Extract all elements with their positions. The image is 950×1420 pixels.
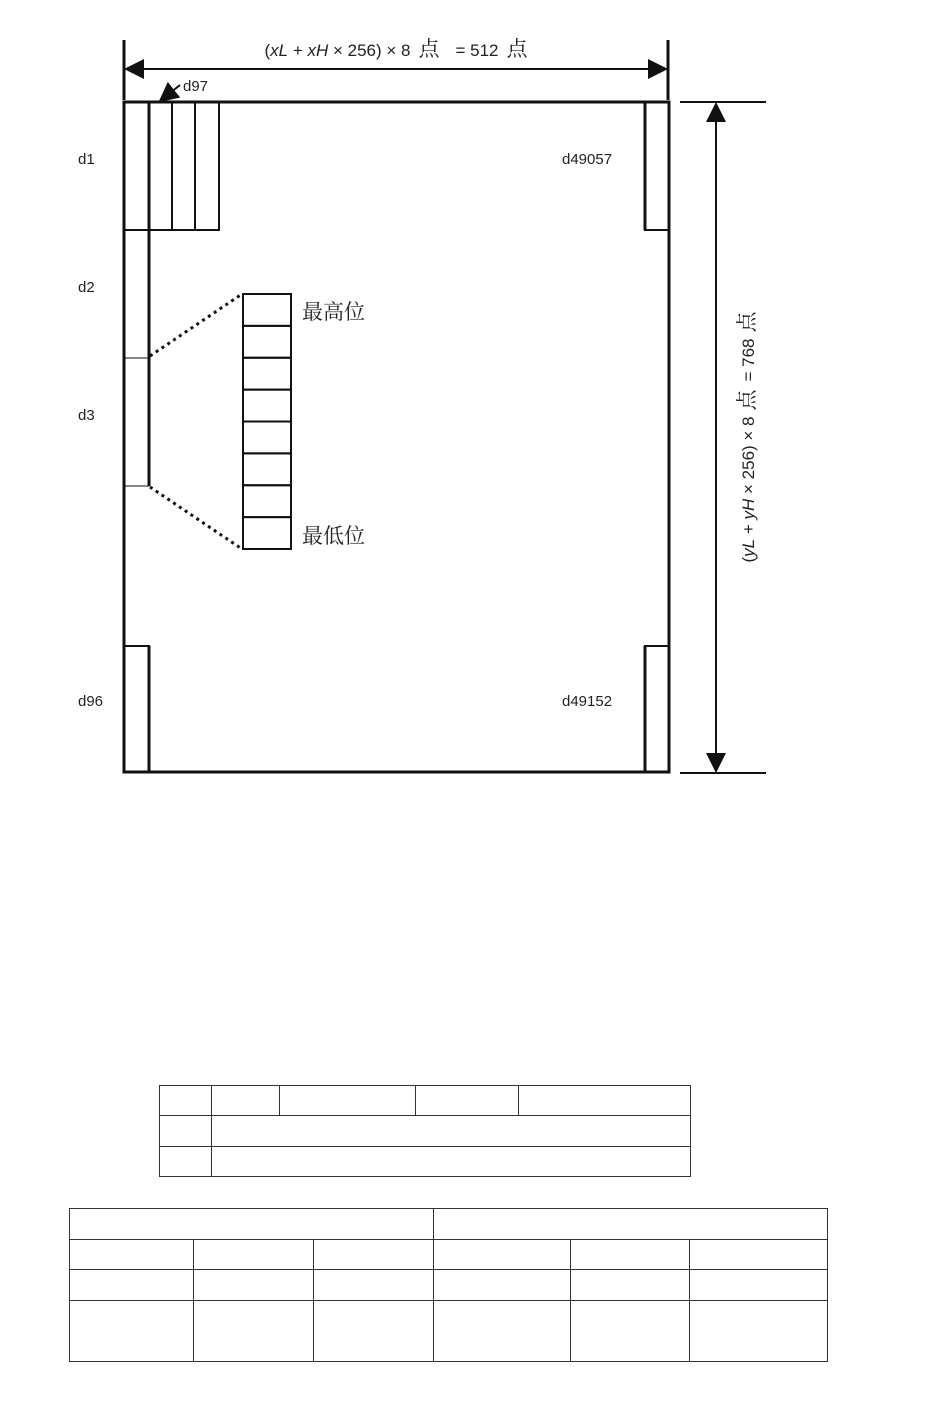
table-cell	[212, 1116, 691, 1146]
lsb-label: 最低位	[302, 524, 365, 548]
empty-table-2	[69, 1208, 828, 1362]
table-cell	[160, 1116, 212, 1146]
table-cell	[690, 1270, 828, 1301]
table-row	[70, 1240, 828, 1270]
table-cell	[690, 1301, 828, 1362]
table-cell	[314, 1240, 434, 1270]
empty-table-1	[159, 1085, 691, 1177]
bit-cell	[243, 422, 291, 454]
table-cell	[212, 1086, 280, 1116]
table-cell	[212, 1146, 691, 1176]
table-cell	[434, 1301, 571, 1362]
table-cell	[571, 1270, 690, 1301]
expansion-lines	[150, 294, 242, 549]
table-row	[70, 1209, 828, 1240]
right-column-cells	[645, 102, 669, 772]
table-row	[70, 1270, 828, 1301]
d97-pointer	[160, 78, 208, 101]
label-d96: d96	[78, 693, 104, 710]
bit-cell	[243, 485, 291, 517]
table-cell	[160, 1086, 212, 1116]
table-cell	[690, 1240, 828, 1270]
table-cell	[519, 1086, 691, 1116]
table-cell	[571, 1301, 690, 1362]
table-cell	[434, 1240, 571, 1270]
table-cell	[416, 1086, 519, 1116]
table-row	[70, 1301, 828, 1362]
table-cell	[160, 1146, 212, 1176]
bit-cell	[243, 390, 291, 422]
table-row	[160, 1086, 691, 1116]
table-row	[160, 1146, 691, 1176]
label-d2: d2	[78, 279, 95, 296]
table-cell	[194, 1240, 314, 1270]
height-formula-label: (yL + yH × 256) × 8点= 768点	[735, 311, 759, 563]
bit-cell	[243, 294, 291, 326]
label-d3: d3	[78, 407, 95, 424]
table-cell	[434, 1209, 828, 1240]
label-d49057: d49057	[562, 151, 613, 168]
bit-cell	[243, 453, 291, 485]
bit-cell	[243, 358, 291, 390]
table-cell	[70, 1209, 434, 1240]
label-d97: d97	[183, 78, 209, 95]
bit-cell	[243, 517, 291, 549]
bit-cell	[243, 326, 291, 358]
label-d1: d1	[78, 151, 95, 168]
table-cell	[314, 1301, 434, 1362]
table-cell	[70, 1240, 194, 1270]
top-row-cells	[149, 102, 219, 230]
table-cell	[434, 1270, 571, 1301]
table-cell	[194, 1301, 314, 1362]
width-formula-label: (xL + xH × 256) × 8 点 = 512 点	[264, 37, 528, 61]
table-cell	[70, 1301, 194, 1362]
table-cell	[194, 1270, 314, 1301]
left-column-cells	[124, 102, 149, 772]
table-cell	[571, 1240, 690, 1270]
image-frame	[124, 102, 669, 772]
table-cell	[70, 1270, 194, 1301]
msb-label: 最高位	[302, 300, 365, 324]
height-dimension	[680, 102, 766, 773]
label-d49152: d49152	[562, 693, 613, 710]
bit-stack	[243, 294, 291, 549]
table-cell	[280, 1086, 416, 1116]
table-cell	[314, 1270, 434, 1301]
table-row	[160, 1116, 691, 1146]
